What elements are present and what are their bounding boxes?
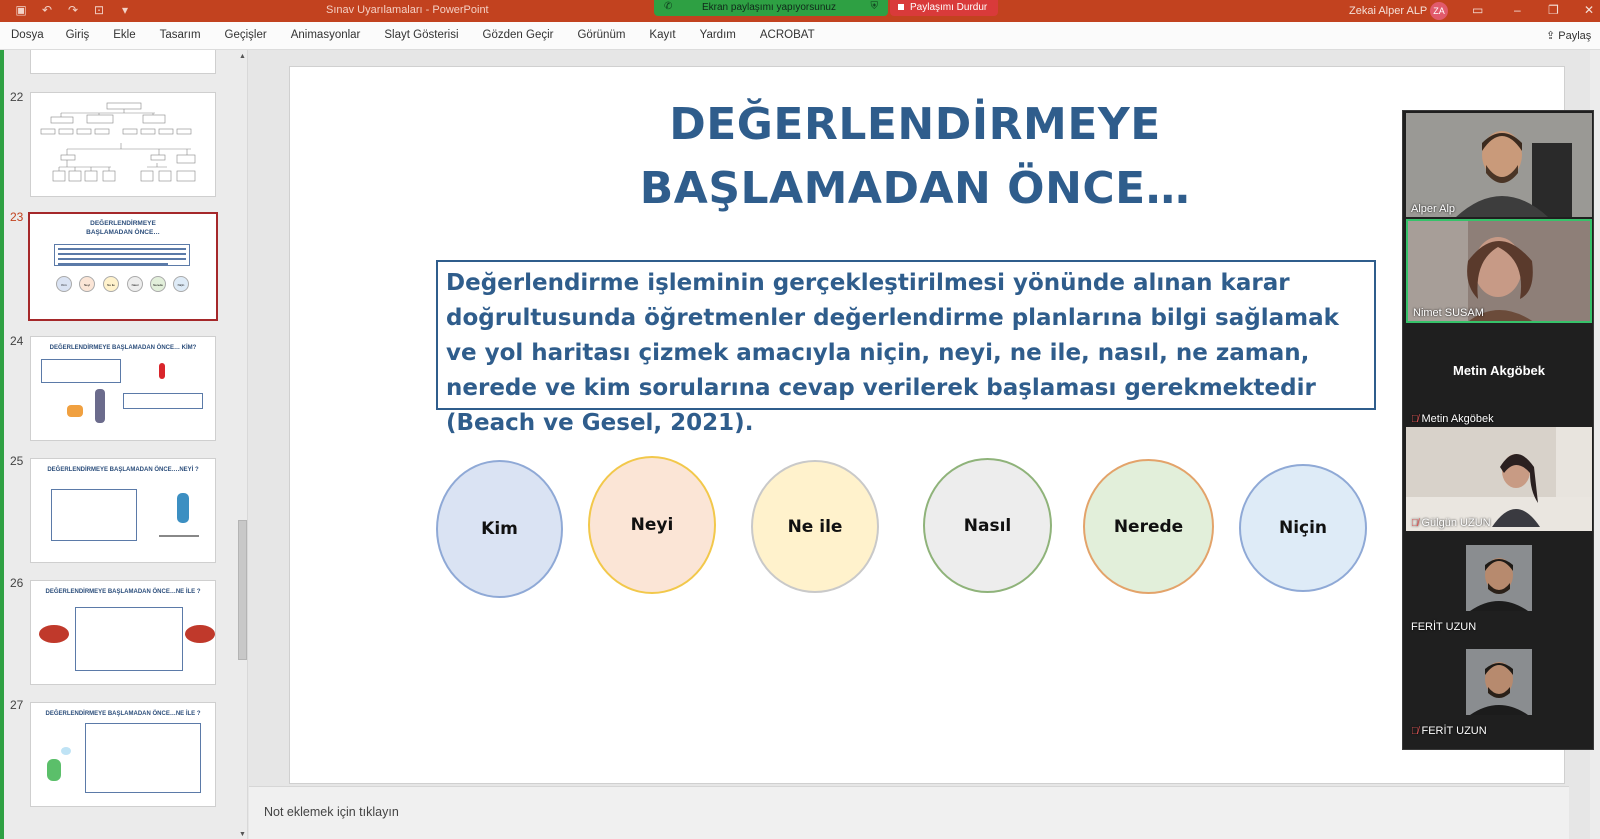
share-button[interactable]	[1546, 29, 1591, 42]
mic-off-icon: 🎙̸	[1411, 413, 1419, 425]
phone-icon: ✆	[664, 1, 673, 12]
thumb-textbox	[123, 393, 203, 409]
participant-tile-active[interactable]	[1406, 219, 1592, 323]
circle-nicin[interactable]	[1239, 464, 1367, 592]
thumb-circle: Neyi	[79, 276, 95, 292]
thumb-textbox	[75, 607, 183, 671]
participant-name	[1411, 203, 1455, 215]
participant-display-name: Metin Akgöbek	[1453, 363, 1545, 378]
stop-sharing-label: Paylaşımı Durdur	[910, 2, 988, 13]
participant-name	[1411, 725, 1487, 737]
thumb-textbox	[54, 244, 190, 266]
tab-kayit[interactable]: Kayıt	[649, 29, 676, 41]
document-title: Sınav Uyarılamaları - PowerPoint	[326, 4, 489, 16]
circle-label: Niçin	[1278, 518, 1328, 538]
participant-name-text: Alper Alp	[1411, 203, 1456, 215]
slide-thumbnail-24[interactable]	[30, 336, 216, 441]
thumbnail-scrollbar[interactable]	[237, 52, 248, 839]
mic-off-icon: 🎙̸	[1411, 725, 1419, 737]
child-figure	[47, 759, 61, 781]
speech-bubble-icon	[61, 747, 71, 755]
slide-thumbnail-25[interactable]	[30, 458, 216, 563]
scroll-up-icon[interactable]: ▲	[239, 53, 246, 60]
participant-name	[1413, 307, 1484, 319]
child-figure	[67, 405, 83, 417]
slide-title-line1[interactable]: DEĞERLENDİRMEYE	[669, 99, 1161, 150]
tab-gozden-gecir[interactable]: Gözden Geçir	[482, 29, 554, 41]
slide-thumbnail-26[interactable]	[30, 580, 216, 685]
participant-name	[1411, 621, 1476, 633]
mic-off-icon: 🎙̸	[1411, 517, 1419, 529]
slide-thumbnail-22[interactable]	[30, 92, 216, 197]
exclamation-icon	[159, 363, 165, 379]
slide-thumbnail-27[interactable]	[30, 702, 216, 807]
circle-nerede[interactable]	[1083, 459, 1214, 594]
tab-dosya[interactable]: Dosya	[11, 29, 44, 41]
thumb-title: DEĞERLENDİRMEYE BAŞLAMADAN ÖNCE…NE İLE ?	[45, 589, 201, 595]
slide-canvas[interactable]	[289, 66, 1565, 784]
thumb-circle: Nasıl	[127, 276, 143, 292]
participant-tile[interactable]	[1406, 113, 1592, 217]
slide-thumbnail-21[interactable]	[30, 50, 216, 74]
tab-giris[interactable]: Giriş	[65, 29, 90, 41]
participant-tile[interactable]	[1406, 427, 1592, 531]
slideshow-icon[interactable]: ⊡	[93, 3, 105, 17]
participant-name-text: FERİT UZUN	[1411, 621, 1477, 633]
participant-name-text: Metin Akgöbek	[1421, 413, 1494, 425]
share-status-text: Ekran paylaşımı yapıyorsunuz	[702, 2, 836, 13]
quick-access-toolbar	[14, 3, 132, 17]
slide-number: 22	[10, 90, 24, 104]
video-participants-panel	[1402, 110, 1594, 750]
tab-tasarim[interactable]: Tasarım	[159, 29, 201, 41]
minimize-icon[interactable]: –	[1514, 3, 1521, 17]
thumb-title: DEĞERLENDİRMEYE BAŞLAMADAN ÖNCE….NEYİ ?	[47, 467, 199, 473]
thumb-ellipse	[39, 625, 69, 643]
thumb-circle: Nerede	[150, 276, 166, 292]
redo-icon[interactable]: ↷	[67, 3, 79, 17]
participant-tile[interactable]	[1406, 531, 1592, 635]
thumb-circle: Kim	[56, 276, 72, 292]
customize-qat-icon[interactable]: ▾	[121, 3, 129, 17]
person-figure	[95, 389, 105, 423]
participant-video	[1406, 113, 1592, 217]
share-button-label: Paylaş	[1558, 30, 1592, 42]
tab-slayt-gosterisi[interactable]: Slayt Gösterisi	[384, 29, 459, 41]
thumb-circle: Ne ile	[103, 276, 119, 292]
slide-number: 26	[10, 576, 24, 590]
tab-ekle[interactable]: Ekle	[113, 29, 136, 41]
thumb-title: DEĞERLENDİRMEYE	[90, 220, 156, 227]
tab-animasyonlar[interactable]: Animasyonlar	[290, 29, 361, 41]
tab-gecisler[interactable]: Geçişler	[224, 29, 267, 41]
slide-number: 23	[10, 210, 24, 224]
tab-list	[11, 29, 839, 41]
circle-ne-ile[interactable]	[751, 460, 879, 593]
slide-number: 27	[10, 698, 24, 712]
participant-name	[1411, 517, 1491, 529]
circle-nasil[interactable]	[923, 458, 1052, 593]
circle-label: Nasıl	[963, 515, 1012, 536]
slide-title-line2[interactable]: BAŞLAMADAN ÖNCE…	[639, 163, 1191, 214]
notes-pane[interactable]	[249, 786, 1569, 839]
thumb-textbox	[41, 359, 121, 383]
ribbon-tabs	[0, 22, 1600, 50]
slide-thumbnail-panel	[4, 50, 248, 839]
slide-number: 25	[10, 454, 24, 468]
scroll-thumb[interactable]	[238, 520, 247, 660]
thumb-ellipse	[185, 625, 215, 643]
circle-neyi[interactable]	[588, 456, 716, 594]
tab-gorunum[interactable]: Görünüm	[577, 29, 626, 41]
scroll-down-icon[interactable]: ▼	[239, 831, 246, 838]
circle-label: Nerede	[1113, 516, 1184, 537]
stop-sharing-button[interactable]	[890, 0, 998, 16]
thumb-title: DEĞERLENDİRMEYE BAŞLAMADAN ÖNCE… KİM?	[49, 345, 197, 351]
save-icon[interactable]: ▣	[15, 3, 27, 17]
notes-placeholder: Not eklemek için tıklayın	[264, 805, 399, 819]
slide-number: 24	[10, 334, 24, 348]
circle-kim[interactable]	[436, 460, 563, 598]
slide-body-textbox[interactable]: Değerlendirme işleminin gerçekleştirilmesi yönünde alınan karar doğrultusunda öğretmenler değerlendirme planlarına bilgi sağlamak ve yol haritası çizmek amacıyla niçin, neyi, ne ile, nasıl, ne zaman, nerede ve kim sorularına cevap verilerek başlaması gerekmektedir (Beach ve Gesel, 2021).	[436, 260, 1376, 410]
participant-tile[interactable]	[1406, 635, 1592, 739]
tab-yardim[interactable]: Yardım	[699, 29, 736, 41]
person-figure	[177, 493, 189, 523]
share-icon: ⇪	[1546, 30, 1556, 42]
title-bar	[0, 0, 1600, 22]
participant-avatar	[1406, 531, 1592, 635]
shield-icon: ⛨	[870, 1, 878, 12]
participant-name	[1411, 413, 1494, 425]
thumb-title: DEĞERLENDİRMEYE BAŞLAMADAN ÖNCE…NE İLE ?	[45, 711, 201, 717]
thumb-textbox	[85, 723, 201, 793]
circle-label: Kim	[481, 519, 518, 539]
circle-label: Ne ile	[787, 516, 843, 537]
participant-avatar	[1406, 635, 1592, 739]
slide-thumbnail-23[interactable]	[28, 212, 218, 321]
avatar[interactable]: ZA	[1430, 2, 1448, 20]
participant-tile[interactable]	[1406, 323, 1592, 427]
screen-share-indicator	[654, 0, 888, 16]
ribbon-display-icon[interactable]: ▭	[1472, 3, 1484, 17]
close-icon[interactable]: ✕	[1584, 3, 1595, 17]
org-chart-diagram	[31, 93, 216, 197]
participant-name-text: FERİT UZUN	[1421, 725, 1487, 737]
participant-name-text: Gülgün UZUN	[1421, 517, 1491, 529]
tab-acrobat[interactable]: ACROBAT	[759, 29, 815, 41]
undo-icon[interactable]: ↶	[41, 3, 53, 17]
thumb-title: BAŞLAMADAN ÖNCE…	[86, 229, 160, 236]
user-name: Zekai Alper ALP	[1349, 5, 1428, 17]
stop-icon	[898, 4, 904, 10]
maximize-icon[interactable]: ❐	[1548, 3, 1559, 17]
thumb-textbox	[51, 489, 137, 541]
circle-label: Neyi	[630, 515, 674, 535]
thumb-circle: Niçin	[173, 276, 189, 292]
participant-name-text: Nimet SUSAM	[1413, 307, 1484, 319]
participant-video	[1406, 427, 1592, 531]
